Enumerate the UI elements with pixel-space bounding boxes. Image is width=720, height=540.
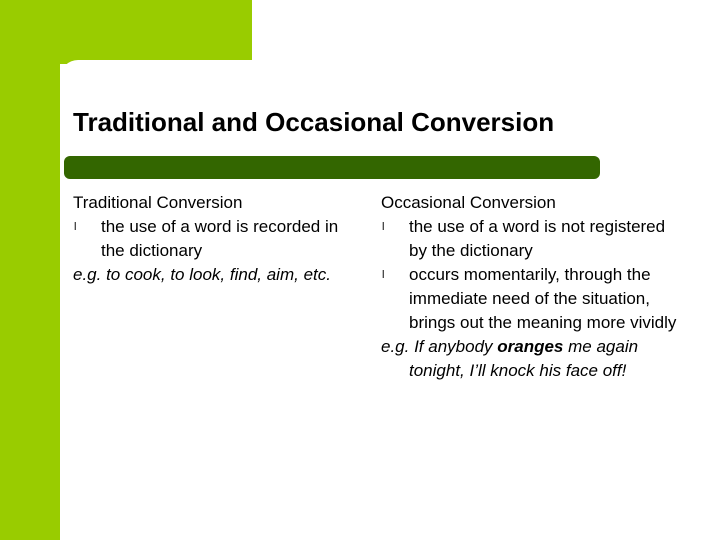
left-column-heading: Traditional Conversion (73, 193, 243, 212)
right-bullet-2 (381, 263, 681, 335)
right-bullet-1 (381, 215, 681, 263)
bullet-marker-icon: l (74, 221, 77, 233)
right-example-emphasis: oranges (497, 337, 564, 356)
left-bullet-1 (73, 215, 358, 263)
left-bullet-1-text: the use of a word is recorded in the dictionary (101, 217, 339, 260)
right-bullet-1-text: the use of a word is not registered by the dictionary (409, 217, 666, 260)
right-example-end: me again tonight, I’ll knock his face off! (409, 337, 639, 380)
right-column (381, 191, 681, 383)
right-example-start: e.g. If anybody (381, 337, 498, 356)
right-column-heading: Occasional Conversion (381, 193, 556, 212)
left-example: e.g. to cook, to look, find, aim, etc. (73, 265, 331, 284)
title-underline-bar (64, 156, 600, 179)
decorative-left-bar (0, 0, 60, 540)
left-column (73, 191, 358, 287)
right-bullet-2-text: occurs momentarily, through the immediate need of the situation, brings out the meaning more vividly (409, 265, 677, 332)
bullet-marker-icon: l (382, 221, 385, 233)
right-example (381, 335, 681, 383)
bullet-marker-icon: l (382, 269, 385, 281)
slide-title: Traditional and Occasional Conversion (73, 107, 555, 137)
